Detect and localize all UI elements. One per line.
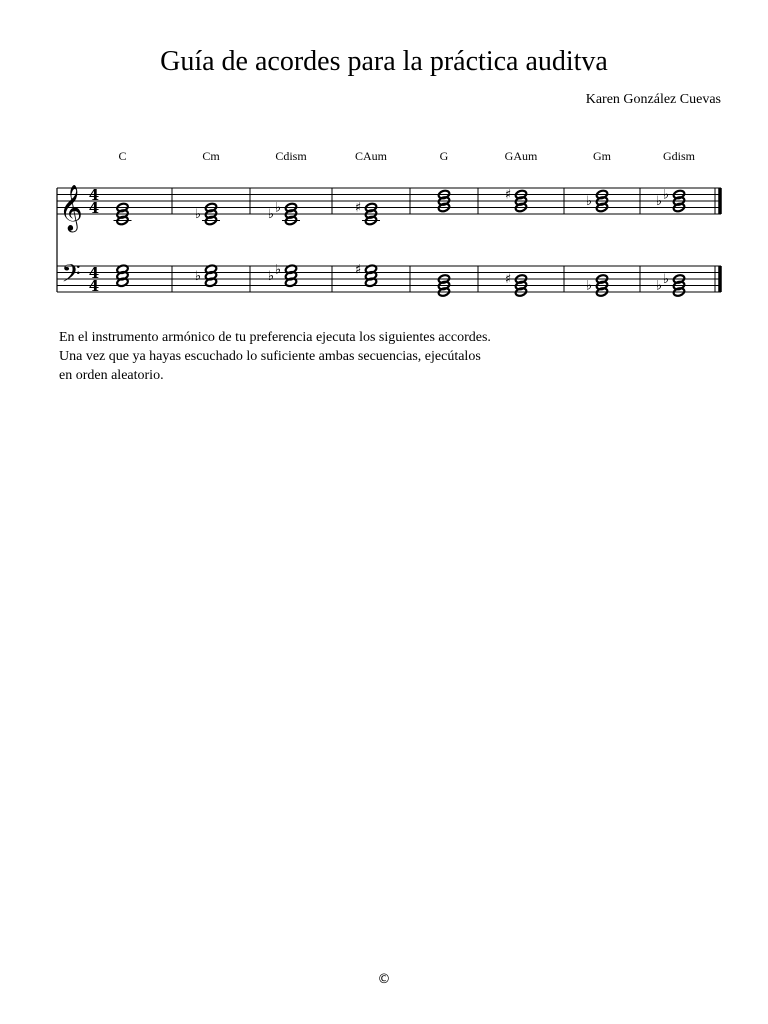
bass-clef-icon: 𝄢 bbox=[61, 259, 81, 295]
composer-name: Karen González Cuevas bbox=[585, 92, 721, 107]
instructions bbox=[59, 328, 491, 385]
sharp-icon: ♯ bbox=[354, 262, 362, 278]
flat-icon: ♭ bbox=[655, 278, 663, 294]
chord-symbol: CAum bbox=[354, 149, 388, 163]
flat-icon: ♭ bbox=[274, 262, 282, 278]
flat-icon: ♭ bbox=[194, 268, 202, 284]
flat-icon: ♭ bbox=[194, 207, 202, 222]
chord-symbol: Gdism bbox=[662, 149, 696, 163]
flat-icon: ♭ bbox=[655, 194, 663, 209]
flat-icon: ♭ bbox=[585, 194, 593, 209]
instruction-line-2: Una vez que ya hayas escuchado lo suficiente ambas secuencias, ejecútalos bbox=[59, 349, 481, 364]
flat-icon: ♭ bbox=[267, 268, 275, 284]
flat-icon: ♭ bbox=[274, 200, 282, 216]
copyright-symbol: © bbox=[377, 972, 391, 987]
time-signature-denominator: 4 bbox=[88, 199, 100, 217]
flat-icon: ♭ bbox=[585, 278, 593, 294]
flat-icon: ♭ bbox=[662, 272, 670, 287]
sharp-icon: ♯ bbox=[504, 187, 512, 203]
chord-symbol: Gm bbox=[593, 149, 611, 163]
chord-symbol: Cm bbox=[202, 149, 220, 163]
chord-symbol: Cdism bbox=[275, 149, 307, 163]
chord-symbol: C bbox=[118, 149, 127, 163]
treble-clef-icon: 𝄞 bbox=[59, 185, 83, 231]
music-score bbox=[0, 0, 768, 320]
sharp-icon: ♯ bbox=[504, 272, 512, 287]
chord-symbol: GAum bbox=[504, 149, 538, 163]
flat-icon: ♭ bbox=[267, 207, 275, 222]
instruction-line-1: En el instrumento armónico de tu preferencia ejecuta los siguientes accordes. bbox=[59, 330, 491, 345]
page-title: Guía de acordes para la práctica auditva bbox=[160, 46, 608, 77]
time-signature-numerator: 4 bbox=[88, 264, 100, 282]
instruction-line-3: en orden aleatorio. bbox=[59, 368, 164, 383]
time-signature-numerator: 4 bbox=[88, 186, 100, 204]
flat-icon: ♭ bbox=[662, 187, 670, 203]
chord-symbol: G bbox=[439, 149, 449, 163]
time-signature-denominator: 4 bbox=[88, 277, 100, 295]
sharp-icon: ♯ bbox=[354, 200, 362, 216]
